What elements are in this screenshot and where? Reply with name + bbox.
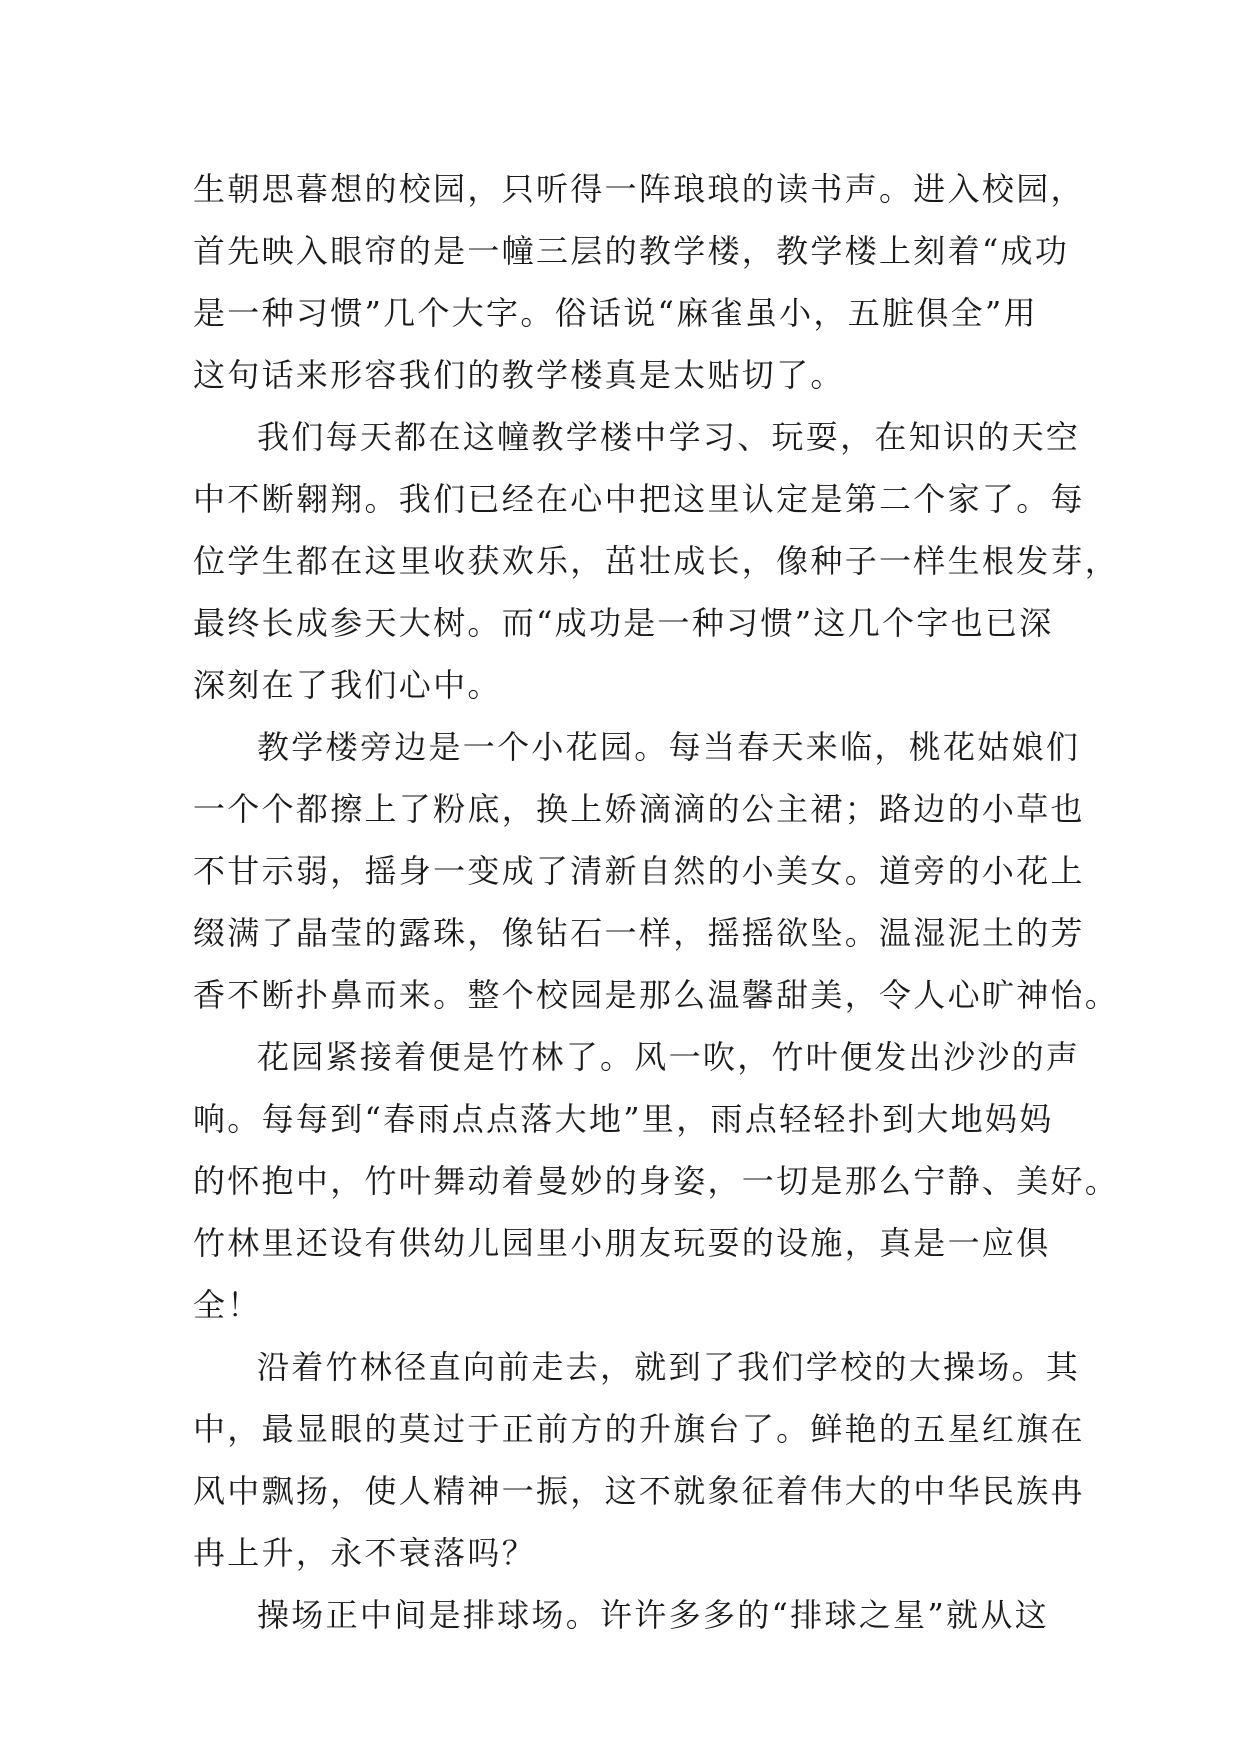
paragraph-first-line: 操场正中间是排球场。许许多多的“排球之星”就从这 (257, 1596, 1049, 1634)
text-line: 响。每每到“春雨点点落大地”里，雨点轻轻扑到大地妈妈 (193, 1100, 1054, 1138)
text-line: 竹林里还设有供幼儿园里小朋友玩耍的设施，真是一应俱 (193, 1224, 1051, 1262)
text-line: 这句话来形容我们的教学楼真是太贴切了。 (193, 356, 845, 394)
text-line: 全！ (193, 1286, 262, 1324)
text-line: 不甘示弱，摇身一变成了清新自然的小美女。道旁的小花上 (193, 852, 1085, 890)
paragraph-first-line: 沿着竹林径直向前走去，就到了我们学校的大操场。其 (257, 1348, 1081, 1386)
text-line: 是一种习惯”几个大字。俗话说“麻雀虽小，五脏俱全”用 (193, 294, 1038, 332)
body-text (193, 158, 1120, 1646)
paragraph-first-line: 花园紧接着便是竹林了。风一吹，竹叶便发出沙沙的声 (257, 1038, 1081, 1076)
paragraph-first-line: 教学楼旁边是一个小花园。每当春天来临，桃花姑娘们 (257, 728, 1081, 766)
text-line: 最终长成参天大树。而“成功是一种习惯”这几个字也已深 (193, 604, 1054, 642)
text-line: 风中飘扬，使人精神一振，这不就象征着伟大的中华民族冉 (193, 1472, 1085, 1510)
text-line: 中，最显眼的莫过于正前方的升旗台了。鲜艳的五星红旗在 (193, 1410, 1085, 1448)
text-line: 首先映入眼帘的是一幢三层的教学楼，教学楼上刻着“成功 (193, 232, 1070, 270)
text-line: 缀满了晶莹的露珠，像钻石一样，摇摇欲坠。温湿泥土的芳 (193, 914, 1085, 952)
text-line: 冉上升，永不衰落吗？ (193, 1534, 537, 1572)
text-line: 生朝思暮想的校园，只听得一阵琅琅的读书声。进入校园， (193, 170, 1085, 208)
text-line: 的怀抱中，竹叶舞动着曼妙的身姿，一切是那么宁静、美好。 (193, 1162, 1120, 1200)
text-line: 香不断扑鼻而来。整个校园是那么温馨甜美，令人心旷神怡。 (193, 976, 1120, 1014)
paragraph-first-line: 我们每天都在这幢教学楼中学习、玩耍，在知识的天空 (257, 418, 1081, 456)
text-line: 深刻在了我们心中。 (193, 666, 502, 704)
text-line: 位学生都在这里收获欢乐，茁壮成长，像种子一样生根发芽， (193, 542, 1120, 580)
text-line: 中不断翱翔。我们已经在心中把这里认定是第二个家了。每 (193, 480, 1085, 518)
text-line: 一个个都擦上了粉底，换上娇滴滴的公主裙；路边的小草也 (193, 790, 1085, 828)
